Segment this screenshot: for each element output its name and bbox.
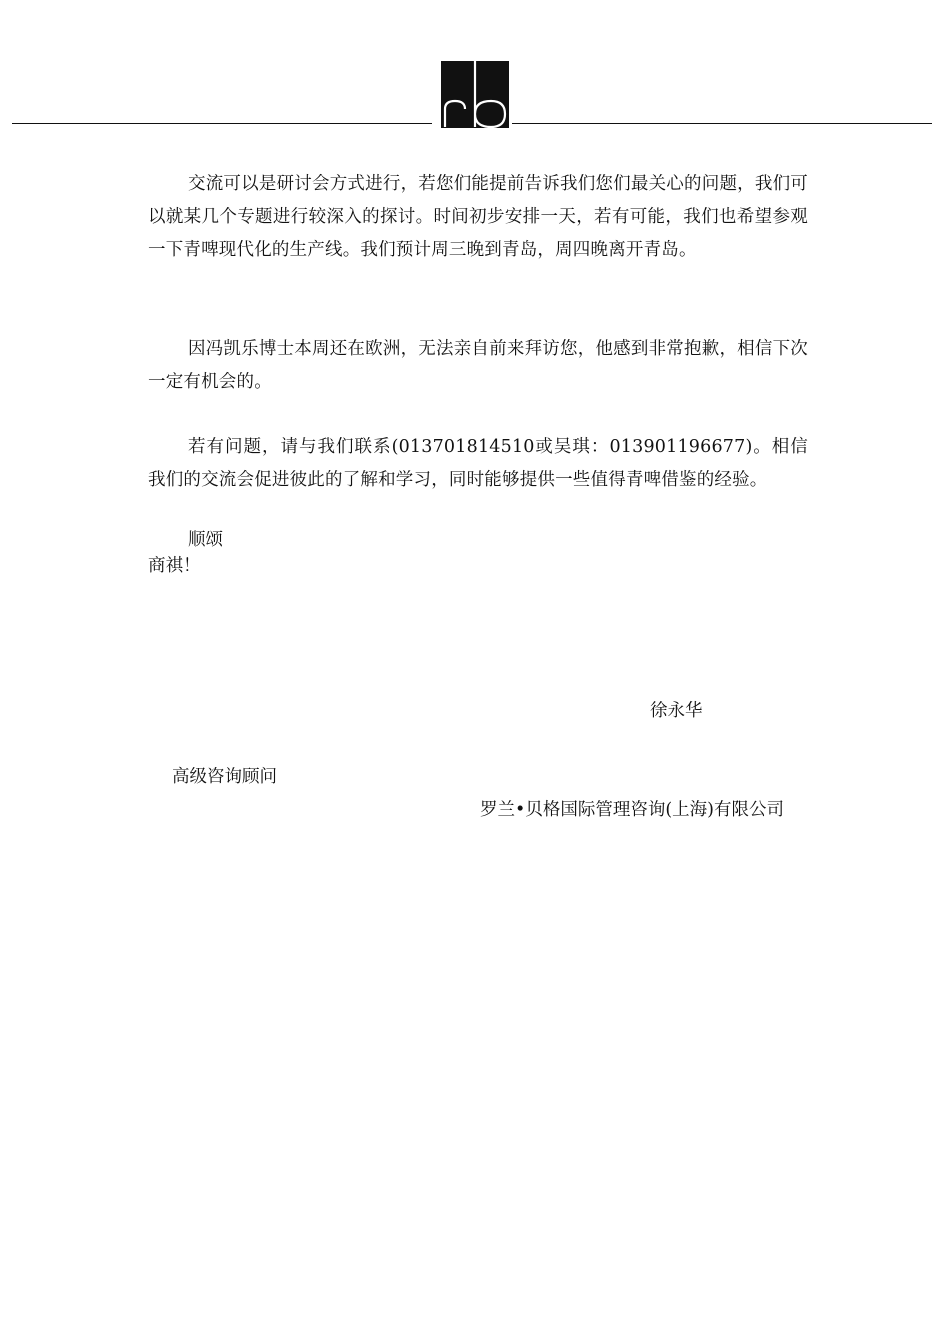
letter-paragraph: 交流可以是研讨会方式进行，若您们能提前告诉我们您们最关心的问题，我们可以就某几个专题进行较深入的探讨。时间初步安排一天，若有可能，我们也希望参观一下青啤现代化的生产线。我们预计周三晚到青岛，周四晚离开青岛。	[148, 174, 808, 260]
signer-title: 高级咨询顾问	[172, 767, 277, 787]
company-name: 罗兰•贝格国际管理咨询(上海)有限公司	[480, 800, 784, 820]
header-rule-right	[512, 123, 932, 124]
rb-logo-icon	[441, 61, 509, 128]
closing-phrase: 顺颂	[188, 530, 223, 550]
header-rule-left	[12, 123, 432, 124]
letter-paragraph: 因冯凯乐博士本周还在欧洲，无法亲自前来拜访您，他感到非常抱歉，相信下次一定有机会的。	[148, 339, 808, 392]
signer-name: 徐永华	[650, 701, 703, 721]
salutation: 商祺！	[148, 556, 201, 576]
letter-paragraph: 若有问题，请与我们联系(013701814510或吴琪：013901196677)。相信我们的交流会促进彼此的了解和学习，同时能够提供一些值得青啤借鉴的经验。	[148, 437, 808, 490]
